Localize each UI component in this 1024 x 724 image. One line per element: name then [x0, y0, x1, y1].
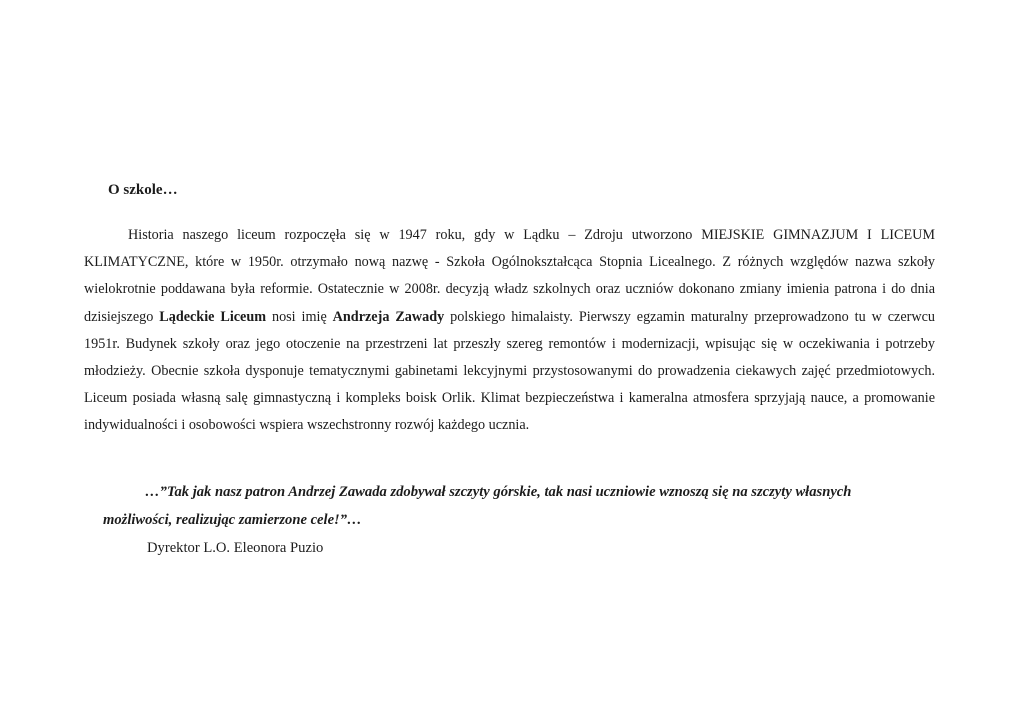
paragraph-text: wielokrotnie poddawana była reformie. Ostatecznie w 2008r. decyzją władz szkolnych oraz uczniów dokonano zmiany imienia patrona i do dnia	[84, 281, 935, 298]
paragraph-text: młodzieży. Obecnie szkoła dysponuje tematycznymi gabinetami lekcyjnymi przystosowanymi do prowadzenia ciekawych zajęć przedmiotowych.	[84, 363, 935, 380]
paragraph-text: 1951r. Budynek szkoły oraz jego otoczenie na przestrzeni lat przeszły szereg remontów i modernizacji, wpisując się w oczekiwania i potrzeby	[84, 335, 935, 352]
paragraph-line	[84, 304, 935, 331]
director-signature: Dyrektor L.O. Eleonora Puzio	[147, 540, 324, 556]
paragraph-text: KLIMATYCZNE, które w 1950r. otrzymało nową nazwę - Szkoła Ogólnokształcąca Stopnia Licealnego. Z różnych względów nazwa szkoły	[84, 254, 935, 271]
paragraph-text: Liceum posiada własną salę gimnastyczną i kompleks boisk Orlik. Klimat bezpieczeństwa i kameralna atmosfera sprzyjają nauce, a promowanie	[84, 390, 935, 407]
director-quote	[103, 478, 953, 534]
paragraph-text: dzisiejszego	[84, 308, 160, 325]
paragraph-line	[84, 222, 935, 249]
paragraph-line	[84, 358, 935, 385]
patron-name-bold: Andrzeja Zawady	[332, 308, 445, 325]
paragraph-line	[84, 249, 935, 276]
paragraph-text: indywidualności i osobowości wspiera wszechstronny rozwój każdego ucznia.	[84, 417, 530, 434]
paragraph-line	[84, 276, 935, 303]
page-title: O szkole…	[108, 182, 178, 198]
paragraph-text: polskiego himalaisty. Pierwszy egzamin maturalny przeprowadzono tu w czerwcu	[444, 308, 935, 325]
paragraph-line	[84, 331, 935, 358]
about-school-paragraph	[84, 222, 935, 440]
quote-line: możliwości, realizując zamierzone cele!”…	[103, 512, 362, 528]
paragraph-text: nosi imię	[266, 308, 333, 325]
paragraph-line	[84, 385, 935, 412]
paragraph-text: Historia naszego liceum rozpoczęła się w 1947 roku, gdy w Lądku – Zdroju utworzono MIEJSKIE GIMNAZJUM I LICEUM	[128, 227, 935, 243]
quote-line: …”Tak jak nasz patron Andrzej Zawada zdobywał szczyty górskie, tak nasi uczniowie wznoszą się na szczyty własnych	[145, 484, 852, 500]
school-name-bold: Lądeckie Liceum	[159, 308, 267, 325]
paragraph-line	[84, 412, 935, 439]
